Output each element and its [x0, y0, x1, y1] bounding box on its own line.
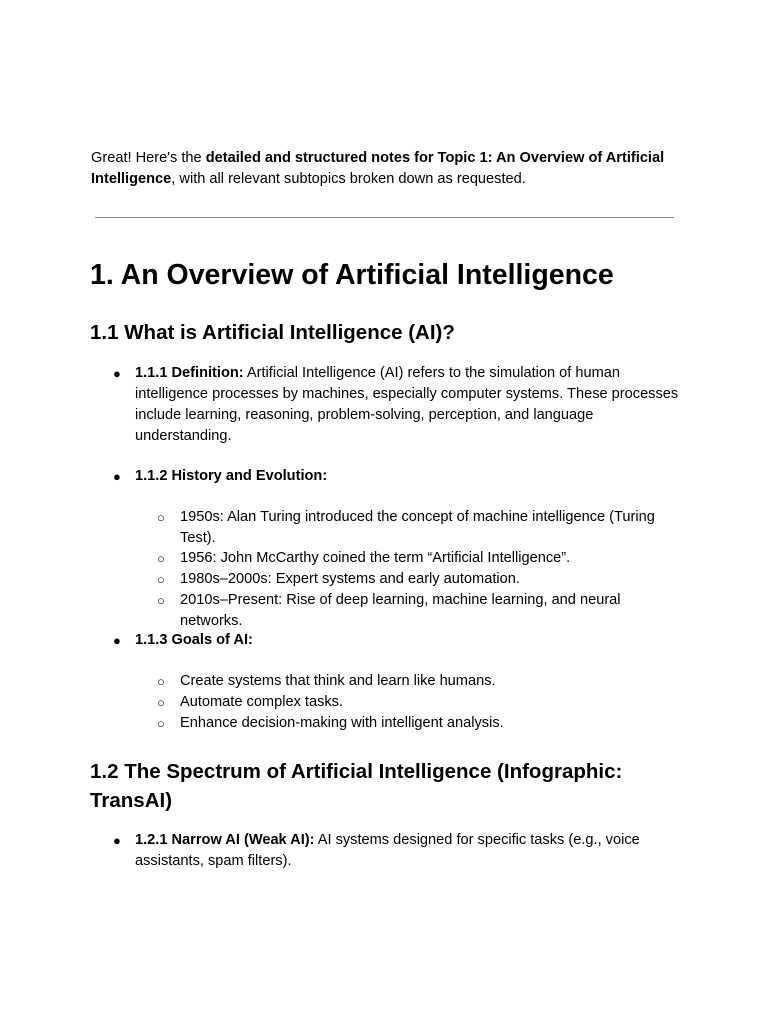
history-item [157, 507, 680, 549]
goals-item-text: Automate complex tasks. [180, 694, 344, 710]
goals-item [157, 692, 680, 713]
history-item-text: 1950s: Alan Turing introduced the concept of machine intelligence (Turing Test). [180, 509, 655, 546]
bullet-icon: ● [113, 633, 121, 648]
circle-bullet-icon: ○ [157, 674, 165, 689]
definition-label: 1.1.1 Definition: [135, 365, 244, 381]
history-item-text: 2010s–Present: Rise of deep learning, machine learning, and neural networks. [180, 592, 621, 629]
definition-text: Artificial Intelligence (AI) refers to the simulation of human intelligence processes by machines, especially computer systems. These processes include learning, reasoning, problem-solving, perception, and language understanding. [135, 365, 679, 444]
intro-lead: Great! Here's the [91, 150, 206, 166]
goals-item [157, 713, 680, 734]
history-label: 1.1.2 History and Evolution: [135, 468, 328, 484]
goals-item [157, 671, 680, 692]
bullet-icon: ● [113, 469, 121, 484]
list-item-history [113, 466, 680, 487]
circle-bullet-icon: ○ [157, 716, 165, 731]
narrow-ai-text: AI systems designed for specific tasks (e.g., voice assistants, spam filters). [135, 832, 640, 869]
narrow-ai-label: 1.2.1 Narrow AI (Weak AI): [135, 832, 315, 848]
history-item [157, 548, 680, 569]
goals-item-text: Enhance decision-making with intelligent analysis. [180, 715, 504, 731]
intro-bold: detailed and structured notes for Topic 1: An Overview of Artificial Intelligence [91, 150, 665, 187]
list-item-narrow-ai [113, 830, 680, 872]
goals-item-text: Create systems that think and learn like humans. [180, 673, 496, 689]
circle-bullet-icon: ○ [157, 551, 165, 566]
bullet-icon: ● [113, 833, 121, 848]
intro-paragraph [91, 148, 681, 190]
circle-bullet-icon: ○ [157, 593, 165, 608]
section-heading-1-2: 1.2 The Spectrum of Artificial Intelligence (Infographic: TransAI) [90, 760, 623, 812]
intro-tail: , with all relevant subtopics broken down as requested. [171, 171, 526, 187]
goals-label: 1.1.3 Goals of AI: [135, 632, 253, 648]
history-item-text: 1980s–2000s: Expert systems and early automation. [180, 571, 520, 587]
page-title: 1. An Overview of Artificial Intelligence [90, 259, 614, 291]
list-item-goals [113, 630, 680, 651]
horizontal-divider [95, 217, 674, 218]
history-item [157, 590, 680, 632]
bullet-icon: ● [113, 366, 121, 381]
circle-bullet-icon: ○ [157, 510, 165, 525]
circle-bullet-icon: ○ [157, 572, 165, 587]
list-item-definition [113, 363, 680, 447]
circle-bullet-icon: ○ [157, 695, 165, 710]
history-item [157, 569, 680, 590]
section-heading-1-1: 1.1 What is Artificial Intelligence (AI)? [90, 321, 455, 344]
history-item-text: 1956: John McCarthy coined the term “Artificial Intelligence”. [180, 550, 571, 566]
